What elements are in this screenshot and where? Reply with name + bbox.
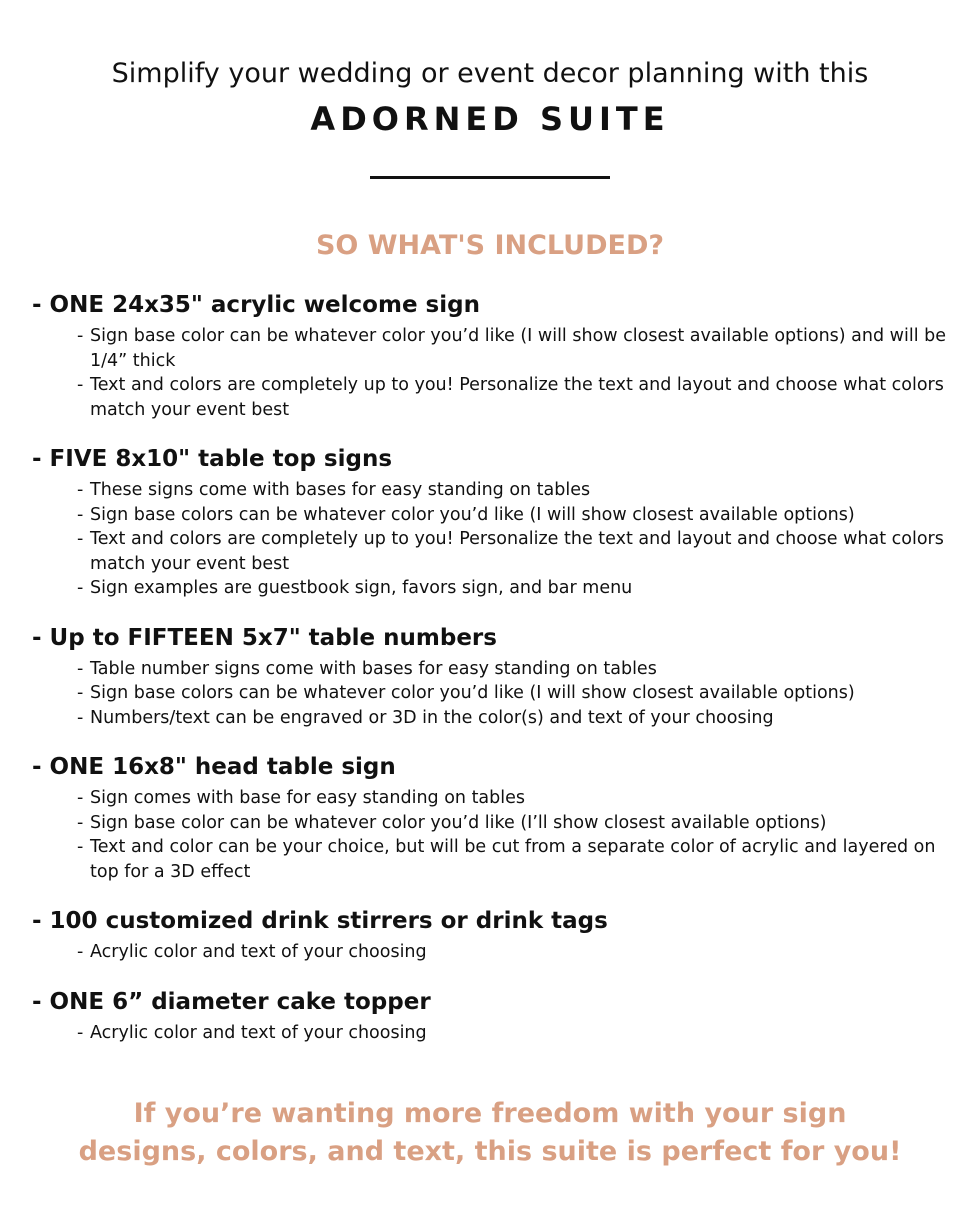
- item-bullet: [32, 657, 962, 682]
- item-group: [32, 444, 962, 601]
- suite-title: ADORNED SUITE: [310, 100, 670, 138]
- item-bullet: [32, 706, 962, 731]
- bullet-dash: -: [77, 529, 84, 549]
- item-group: [32, 906, 962, 965]
- item-group: [32, 987, 962, 1046]
- bullet-dash: -: [77, 683, 84, 703]
- bullet-dash: -: [77, 326, 84, 346]
- item-title: - Up to FIFTEEN 5x7" table numbers: [32, 624, 497, 651]
- item-title: - FIVE 8x10" table top signs: [32, 446, 393, 472]
- bullet-text: Sign base colors can be whatever color you’d like (I will show closest available options): [90, 683, 855, 703]
- item-bullet: [32, 811, 962, 836]
- bullet-dash: -: [77, 812, 84, 833]
- bullet-dash: -: [77, 1022, 84, 1043]
- item-bullet: [32, 576, 962, 601]
- item-bullet: [32, 681, 962, 706]
- bullet-text: Table number signs come with bases for easy standing on tables: [90, 658, 657, 679]
- item-bullet: [32, 1021, 962, 1046]
- item-bullet: [32, 835, 962, 884]
- item-title: - ONE 6” diameter cake topper: [32, 988, 431, 1015]
- bullet-dash: -: [77, 707, 84, 728]
- item-bullet: [32, 940, 962, 965]
- item-title: - ONE 16x8" head table sign: [32, 754, 396, 780]
- bullet-text: These signs come with bases for easy standing on tables: [90, 480, 591, 500]
- item-group: [32, 290, 962, 422]
- item-bullet: [32, 503, 962, 528]
- item-bullet: [32, 324, 962, 373]
- item-bullet: [32, 373, 962, 422]
- bullet-dash: -: [77, 942, 84, 962]
- bullet-dash: -: [77, 504, 84, 525]
- bullet-dash: -: [77, 788, 84, 808]
- bullet-text: Numbers/text can be engraved or 3D in the color(s) and text of your choosing: [90, 707, 774, 728]
- title-divider: [370, 176, 610, 179]
- bullet-text: Sign base colors can be whatever color you’d like (I will show closest available options): [90, 504, 855, 525]
- included-items-list: [32, 290, 962, 1067]
- bullet-text: Text and colors are completely up to you! Personalize the text and layout and choose what colors match your event best: [90, 375, 944, 420]
- item-group: [32, 752, 962, 884]
- bullet-text: Text and colors are completely up to you! Personalize the text and layout and choose what colors match your event best: [90, 529, 944, 574]
- bullet-dash: -: [77, 480, 84, 500]
- bullet-dash: -: [77, 578, 84, 598]
- bullet-text: Sign examples are guestbook sign, favors sign, and bar menu: [90, 578, 633, 598]
- bullet-dash: -: [77, 837, 84, 857]
- item-bullet: [32, 527, 962, 576]
- item-bullet: [32, 786, 962, 811]
- bullet-dash: -: [77, 658, 84, 679]
- bullet-text: Text and color can be your choice, but will be cut from a separate color of acrylic and layered on top for a 3D effect: [90, 837, 936, 882]
- bullet-text: Acrylic color and text of your choosing: [90, 1022, 427, 1043]
- item-bullet: [32, 478, 962, 503]
- bullet-text: Sign base color can be whatever color you’d like (I will show closest available options) and will be 1/4” thick: [90, 326, 946, 371]
- bullet-text: Sign base color can be whatever color you’d like (I’ll show closest available options): [90, 812, 827, 833]
- intro-text: Simplify your wedding or event decor planning with this: [111, 58, 869, 89]
- section-heading: SO WHAT'S INCLUDED?: [315, 230, 665, 261]
- item-title: - 100 customized drink stirrers or drink tags: [32, 908, 608, 934]
- closing-line-2: designs, colors, and text, this suite is perfect for you!: [78, 1136, 902, 1167]
- closing-line-1: If you’re wanting more freedom with your sign: [133, 1098, 847, 1129]
- bullet-text: Acrylic color and text of your choosing: [90, 942, 427, 962]
- item-group: [32, 623, 962, 731]
- closing-message: [0, 1095, 980, 1171]
- bullet-text: Sign comes with base for easy standing on tables: [90, 788, 526, 808]
- bullet-dash: -: [77, 375, 84, 395]
- item-title: - ONE 24x35" acrylic welcome sign: [32, 292, 480, 318]
